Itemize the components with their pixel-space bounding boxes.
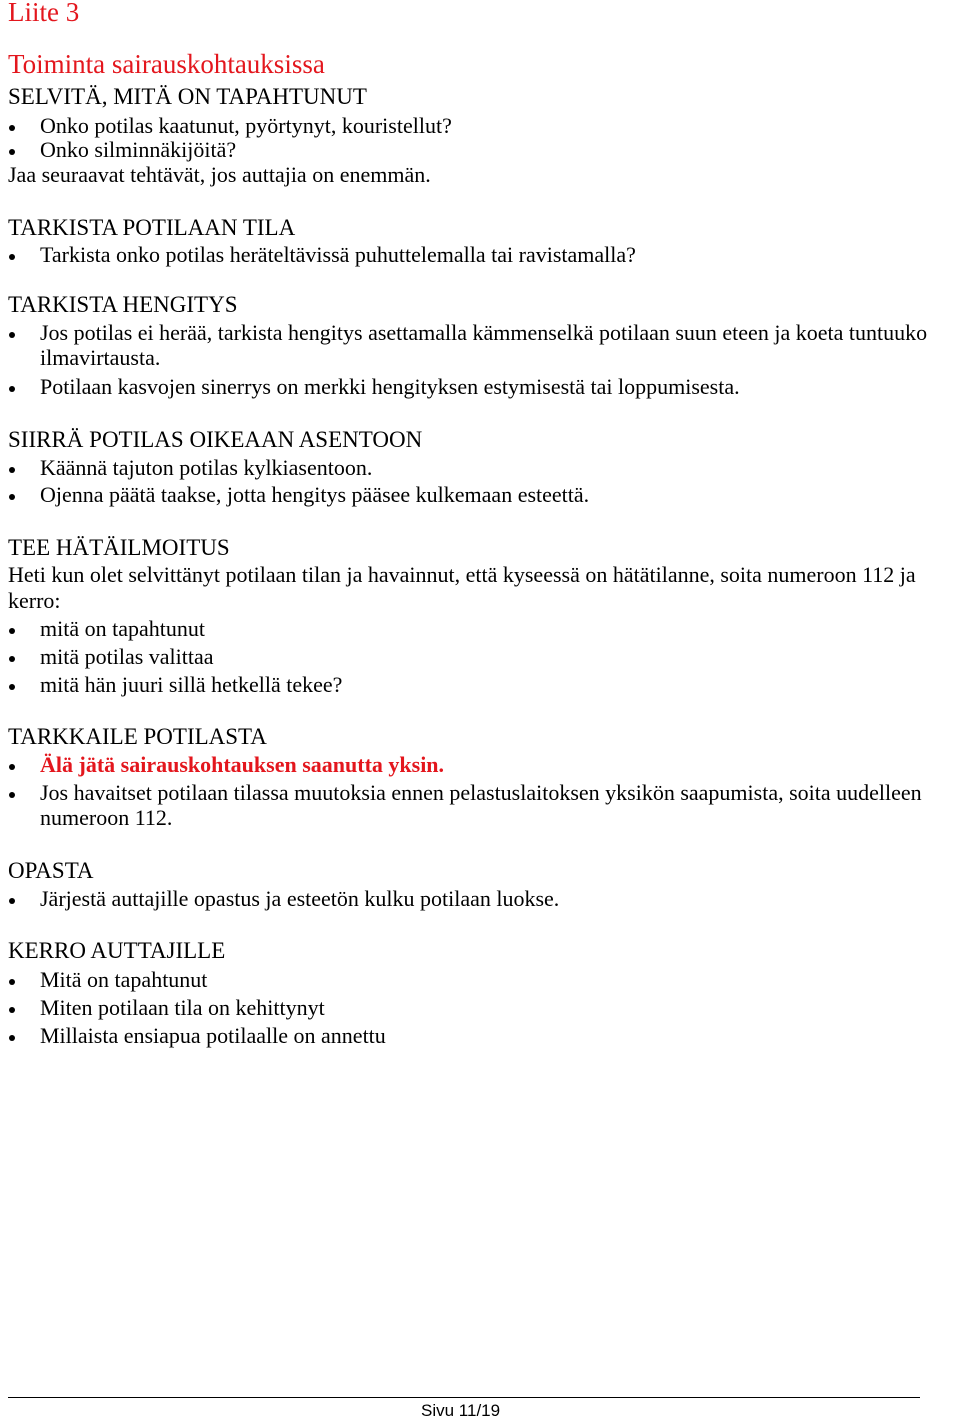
- bullet-icon: [9, 467, 15, 473]
- body-text: Jaa seuraavat tehtävät, jos auttajia on enemmän.: [8, 162, 431, 187]
- bullet-icon: [9, 979, 15, 985]
- list-item-text: Käännä tajuton potilas kylkiasentoon.: [40, 455, 373, 480]
- bullet-icon: [9, 684, 15, 690]
- list-item: [40, 885, 559, 913]
- document-title: Toiminta sairauskohtauksissa: [8, 49, 325, 79]
- bullet-icon: [9, 764, 15, 770]
- list-item-text: Jos potilas ei herää, tarkista hengitys asettamalla kämmenselkä potilaan suun eteen ja koeta tuntuuko: [40, 320, 928, 345]
- list-item-text: Järjestä auttajille opastus ja esteetön kulku potilaan luokse.: [40, 886, 560, 911]
- list-item: [40, 671, 342, 699]
- bullet-icon: [9, 898, 15, 904]
- list-item-text: Jos havaitset potilaan tilassa muutoksia ennen pelastuslaitoksen yksikön saapumista, soita uudelleen: [40, 780, 922, 805]
- list-item-text: Ojenna päätä taakse, jotta hengitys pääsee kulkemaan esteettä.: [40, 482, 590, 507]
- list-item-text: mitä on tapahtunut: [40, 616, 205, 641]
- bullet-icon: [9, 125, 15, 131]
- body-text: Heti kun olet selvittänyt potilaan tilan ja havainnut, että kyseessä on hätätilanne, soita numeroon 112 ja: [8, 562, 916, 587]
- list-item: [40, 481, 589, 509]
- list-item: [40, 373, 740, 401]
- list-item: [40, 615, 205, 643]
- bullet-icon: [9, 149, 15, 155]
- list-item-text: Potilaan kasvojen sinerrys on merkki hengityksen estymisestä tai loppumisesta.: [40, 374, 740, 399]
- footer-divider: [8, 1397, 920, 1398]
- section-heading: TARKKAILE POTILASTA: [8, 724, 267, 749]
- warning-text: Älä jätä sairauskohtauksen saanutta yksin.: [40, 752, 445, 777]
- bullet-icon: [9, 386, 15, 392]
- list-item-continuation: numeroon 112.: [40, 805, 173, 830]
- list-item-line: [40, 779, 922, 807]
- appendix-label: Liite 3: [8, 0, 80, 27]
- section-heading: TARKISTA POTILAAN TILA: [8, 215, 296, 240]
- section-heading: TEE HÄTÄILMOITUS: [8, 535, 230, 560]
- list-item: [40, 643, 214, 671]
- list-item: [40, 241, 636, 269]
- list-item: [40, 994, 325, 1022]
- list-item-continuation: ilmavirtausta.: [40, 345, 161, 370]
- list-item: [40, 1022, 386, 1050]
- bullet-icon: [9, 1007, 15, 1013]
- bullet-icon: [9, 332, 15, 338]
- list-item: [40, 136, 236, 164]
- list-item-text: Onko silminnäkijöitä?: [40, 137, 237, 162]
- list-item-text: mitä potilas valittaa: [40, 644, 214, 669]
- list-item-text: Millaista ensiapua potilaalle on annettu: [40, 1023, 386, 1048]
- list-item: [40, 454, 372, 482]
- bullet-icon: [9, 254, 15, 260]
- list-item-text: Onko potilas kaatunut, pyörtynyt, kouristellut?: [40, 113, 452, 138]
- list-item-line: [40, 319, 927, 347]
- bullet-icon: [9, 494, 15, 500]
- section-heading: TARKISTA HENGITYS: [8, 292, 238, 317]
- list-item-text: Miten potilaan tila on kehittynyt: [40, 995, 325, 1020]
- bullet-icon: [9, 656, 15, 662]
- section-heading: OPASTA: [8, 858, 94, 883]
- body-text: kerro:: [8, 588, 61, 613]
- list-item-text: mitä hän juuri sillä hetkellä tekee?: [40, 672, 343, 697]
- list-item-text: Tarkista onko potilas heräteltävissä puhuttelemalla tai ravistamalla?: [40, 242, 636, 267]
- bullet-icon: [9, 628, 15, 634]
- bullet-icon: [9, 792, 15, 798]
- page-number: Sivu 11/19: [421, 1401, 501, 1420]
- list-item: [40, 966, 207, 994]
- section-heading: SELVITÄ, MITÄ ON TAPAHTUNUT: [8, 84, 367, 109]
- bullet-icon: [9, 1035, 15, 1041]
- list-item-text: Mitä on tapahtunut: [40, 967, 208, 992]
- list-item-warning: [40, 751, 444, 779]
- section-heading: KERRO AUTTAJILLE: [8, 938, 226, 963]
- section-heading: SIIRRÄ POTILAS OIKEAAN ASENTOON: [8, 427, 423, 452]
